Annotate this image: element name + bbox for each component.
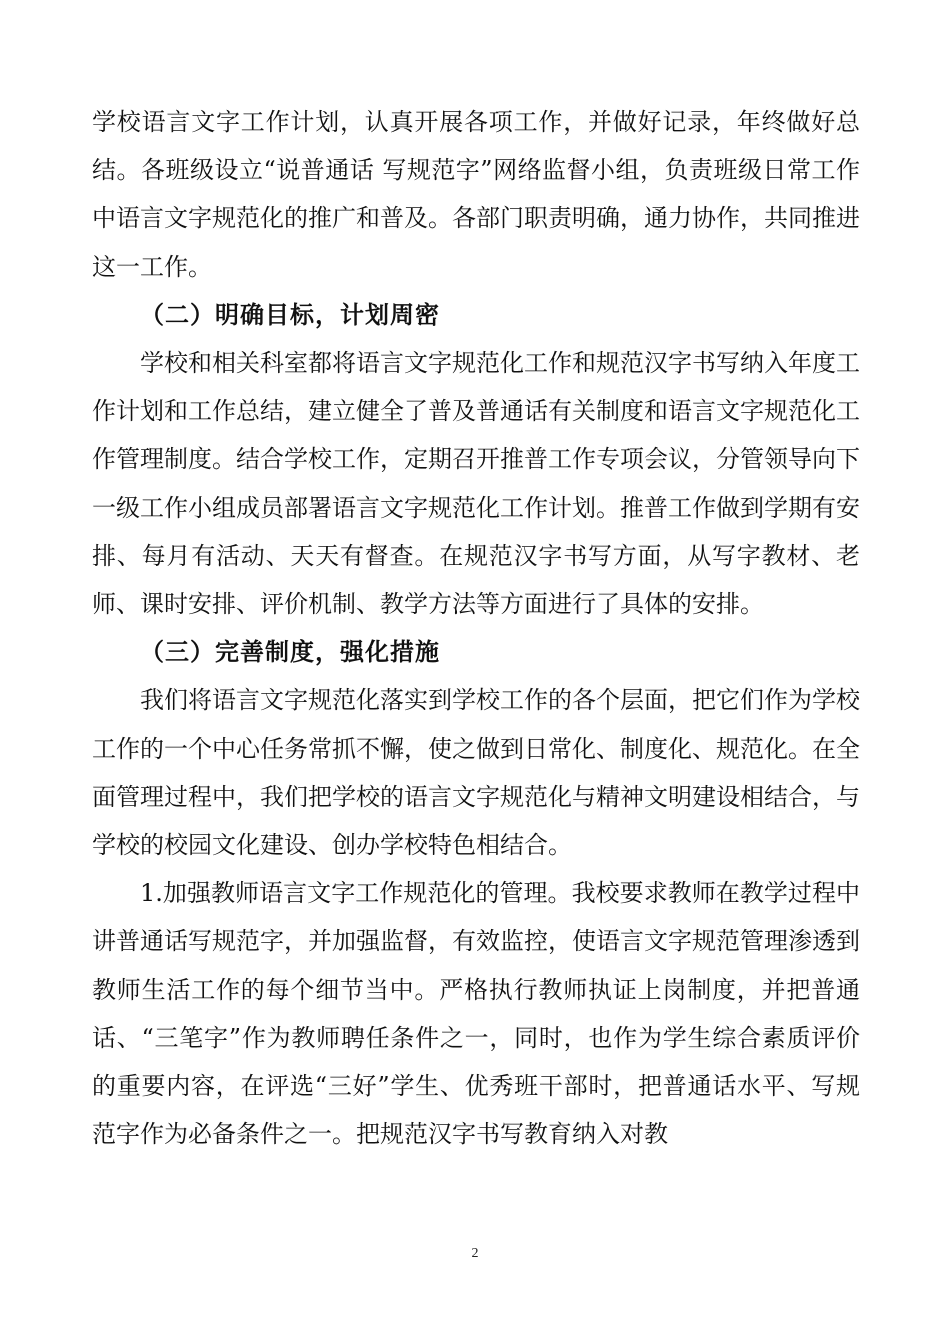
document-body bbox=[92, 98, 860, 1158]
section-heading-2: （二）明确目标，计划周密 bbox=[140, 300, 440, 329]
paragraph-measures: 我们将语言文字规范化落实到学校工作的各个层面，把它们作为学校工作的一个中心任务常抓不懈，使之做到日常化、制度化、规范化。在全面管理过程中，我们把学校的语言文字规范化与精神文明建设相结合，与学校的校园文化建设、创办学校特色相结合。 bbox=[92, 686, 860, 860]
page-number: 2 bbox=[471, 1246, 479, 1261]
paragraph-teacher-management: 1.加强教师语言文字工作规范化的管理。我校要求教师在教学过程中讲普通话写规范字，并加强监督，有效监控，使语言文字规范管理渗透到教师生活工作的每个细节当中。严格执行教师执证上岗制度，并把普通话、“三笔字”作为教师聘任条件之一，同时，也作为学生综合素质评价的重要内容，在评选“三好”学生、优秀班干部时，把普通话水平、写规范字作为必备条件之一。把规范汉字书写教育纳入对教 bbox=[92, 879, 860, 1149]
paragraph-continued: 学校语言文字工作计划，认真开展各项工作，并做好记录，年终做好总结。各班级设立“说普通话 写规范字”网络监督小组，负责班级日常工作中语言文字规范化的推广和普及。各部门职责明确，通力协作，共同推进这一工作。 bbox=[92, 108, 860, 281]
section-heading-3: （三）完善制度，强化措施 bbox=[140, 638, 440, 667]
paragraph-goals: 学校和相关科室都将语言文字规范化工作和规范汉字书写纳入年度工作计划和工作总结，建立健全了普及普通话有关制度和语言文字规范化工作管理制度。结合学校工作，定期召开推普工作专项会议，分管领导向下一级工作小组成员部署语言文字规范化工作计划。推普工作做到学期有安排、每月有活动、天天有督查。在规范汉字书写方面，从写字教材、老师、课时安排、评价机制、教学方法等方面进行了具体的安排。 bbox=[92, 349, 860, 619]
